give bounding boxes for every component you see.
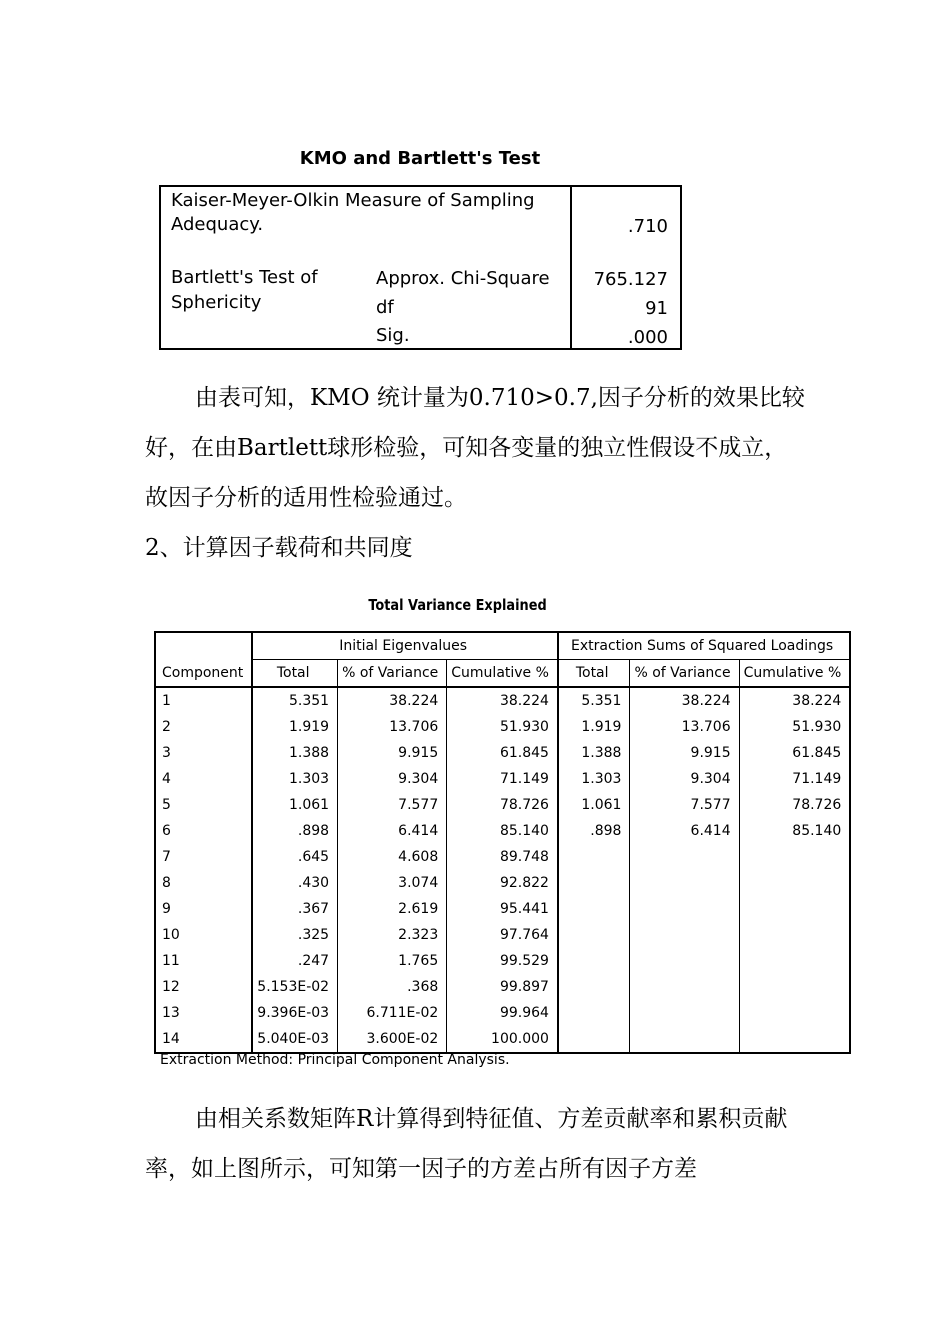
component-cell: 1 [155, 687, 252, 714]
col-initial-cum: Cumulative % [447, 660, 558, 688]
sig-label: Sig. [376, 325, 410, 346]
value-cell: .898 [558, 818, 630, 844]
value-cell: 71.149 [447, 766, 558, 792]
table-row [155, 896, 850, 922]
value-cell: 78.726 [447, 792, 558, 818]
value-cell [630, 1000, 739, 1026]
col-initial-total: Total [252, 660, 337, 688]
component-cell: 12 [155, 974, 252, 1000]
value-cell: .430 [297, 875, 330, 891]
value-cell: 97.764 [447, 922, 558, 948]
value-cell: 1.919 [288, 719, 330, 735]
table-row [155, 714, 850, 740]
component-cell: 13 [155, 1000, 252, 1026]
section-heading [145, 523, 810, 573]
component-cell: 3 [155, 740, 252, 766]
component-cell: 2 [155, 714, 252, 740]
value-cell: 9.304 [630, 766, 739, 792]
value-cell [558, 1000, 630, 1026]
value-cell: 5.351 [558, 687, 630, 714]
value-cell [630, 1026, 739, 1053]
value-cell [739, 870, 850, 896]
heading2-text: 2、计算因子载荷和共同度 [145, 535, 413, 561]
value-cell: 1.388 [558, 740, 630, 766]
value-cell: 2.619 [338, 896, 447, 922]
value-cell: 71.149 [739, 766, 850, 792]
value-cell: 1.765 [338, 948, 447, 974]
value-cell [739, 1026, 850, 1053]
value-cell [739, 896, 850, 922]
value-cell: .325 [297, 927, 330, 943]
paragraph1-text: 由表可知，KMO 统计量为0.710>0.7,因子分析的效果比较好，在由Bartlett球形检验，可知各变量的独立性假设不成立，故因子分析的适用性检验通过。 [145, 385, 805, 511]
value-cell: 85.140 [739, 818, 850, 844]
value-cell: 9.304 [338, 766, 447, 792]
kmo-label-line1: Kaiser-Meyer-Olkin Measure of Sampling [171, 190, 535, 211]
value-cell: .898 [297, 823, 330, 839]
value-cell [558, 844, 630, 870]
value-cell: 4.608 [338, 844, 447, 870]
value-cell: 2.323 [338, 922, 447, 948]
value-cell: 13.706 [630, 714, 739, 740]
value-cell: 38.224 [338, 687, 447, 714]
table-row [155, 870, 850, 896]
value-cell: 99.897 [447, 974, 558, 1000]
value-cell: 51.930 [447, 714, 558, 740]
bartlett-label-line2: Sphericity [171, 292, 262, 313]
value-cell: 9.396E-03 [257, 1005, 330, 1021]
table-row [155, 766, 850, 792]
value-cell [558, 948, 630, 974]
value-cell: 6.711E-02 [338, 1000, 447, 1026]
value-cell: 78.726 [739, 792, 850, 818]
table-row [155, 687, 850, 714]
value-cell [558, 870, 630, 896]
kmo-label-line2: Adequacy. [171, 214, 264, 235]
component-cell: 11 [155, 948, 252, 974]
component-cell: 14 [155, 1026, 252, 1053]
value-cell [739, 844, 850, 870]
value-cell: 5.351 [288, 693, 330, 709]
value-cell: 99.964 [447, 1000, 558, 1026]
value-cell: 1.388 [288, 745, 330, 761]
variance-header-row-2 [155, 660, 850, 688]
table-row [155, 740, 850, 766]
value-cell [630, 922, 739, 948]
col-extraction-pct: % of Variance [630, 660, 739, 688]
sig-value: .000 [627, 327, 668, 348]
col-component: Component [155, 660, 252, 688]
value-cell: 61.845 [447, 740, 558, 766]
value-cell [558, 896, 630, 922]
df-label: df [376, 297, 394, 318]
value-cell: 100.000 [447, 1026, 558, 1053]
col-extraction-cum: Cumulative % [739, 660, 850, 688]
table-row [155, 818, 850, 844]
component-cell: 4 [155, 766, 252, 792]
component-cell: 7 [155, 844, 252, 870]
value-cell: .247 [297, 953, 330, 969]
component-cell: 6 [155, 818, 252, 844]
value-cell: 13.706 [338, 714, 447, 740]
value-cell [630, 870, 739, 896]
value-cell: 1.919 [558, 714, 630, 740]
value-cell [739, 974, 850, 1000]
chi-square-value: 765.127 [593, 269, 668, 290]
value-cell: 89.748 [447, 844, 558, 870]
variance-table-title: Total Variance Explained [368, 596, 547, 614]
group-initial-eigenvalues: Initial Eigenvalues [252, 632, 558, 660]
paragraph-eigenvalue-explanation [145, 1094, 810, 1194]
value-cell [630, 896, 739, 922]
component-cell: 8 [155, 870, 252, 896]
value-cell: 38.224 [630, 687, 739, 714]
value-cell: 99.529 [447, 948, 558, 974]
value-cell: 95.441 [447, 896, 558, 922]
col-initial-pct: % of Variance [338, 660, 447, 688]
value-cell: 3.600E-02 [338, 1026, 447, 1053]
paragraph2-text: 由相关系数矩阵R计算得到特征值、方差贡献率和累积贡献率，如上图所示，可知第一因子的方差占所有因子方差 [145, 1106, 788, 1182]
value-cell: 7.577 [630, 792, 739, 818]
variance-table-body [155, 687, 850, 1053]
value-cell: 6.414 [338, 818, 447, 844]
col-extraction-total: Total [558, 660, 630, 688]
value-cell: 5.040E-03 [257, 1031, 330, 1047]
value-cell: 5.153E-02 [257, 979, 330, 995]
value-cell: .367 [297, 901, 330, 917]
table-row [155, 1026, 850, 1053]
value-cell [630, 844, 739, 870]
value-cell: 51.930 [739, 714, 850, 740]
value-cell: 1.303 [288, 771, 330, 787]
variance-header-row-1 [155, 632, 850, 660]
table-row [155, 948, 850, 974]
value-cell: 3.074 [338, 870, 447, 896]
table-row [155, 1000, 850, 1026]
value-cell: 61.845 [739, 740, 850, 766]
table-row [155, 922, 850, 948]
value-cell [739, 1000, 850, 1026]
value-cell [630, 974, 739, 1000]
value-cell: 1.061 [288, 797, 330, 813]
value-cell: 9.915 [338, 740, 447, 766]
kmo-value: .710 [627, 216, 668, 237]
value-cell [558, 1026, 630, 1053]
value-cell: .645 [297, 849, 330, 865]
value-cell: 92.822 [447, 870, 558, 896]
table-row [155, 974, 850, 1000]
component-cell: 10 [155, 922, 252, 948]
value-cell: 9.915 [630, 740, 739, 766]
bartlett-label-line1: Bartlett's Test of [171, 267, 318, 288]
component-cell: 5 [155, 792, 252, 818]
df-value: 91 [645, 298, 668, 319]
variance-table-footnote: Extraction Method: Principal Component Analysis. [160, 1052, 510, 1068]
value-cell: 38.224 [447, 687, 558, 714]
value-cell: 1.303 [558, 766, 630, 792]
value-cell [558, 922, 630, 948]
value-cell [739, 922, 850, 948]
value-cell: 7.577 [338, 792, 447, 818]
value-cell: 1.061 [558, 792, 630, 818]
table-row [155, 844, 850, 870]
value-cell: .368 [338, 974, 447, 1000]
value-cell [630, 948, 739, 974]
value-cell: 38.224 [739, 687, 850, 714]
value-cell [739, 948, 850, 974]
component-cell: 9 [155, 896, 252, 922]
table-row [155, 792, 850, 818]
paragraph-kmo-explanation [145, 373, 810, 523]
value-cell [558, 974, 630, 1000]
variance-table [154, 631, 851, 1054]
value-cell: 85.140 [447, 818, 558, 844]
chi-square-label: Approx. Chi-Square [376, 268, 550, 289]
kmo-table-title: KMO and Bartlett's Test [299, 148, 541, 169]
kmo-table [159, 185, 682, 350]
group-extraction-sums: Extraction Sums of Squared Loadings [558, 632, 850, 660]
kmo-divider [570, 187, 572, 348]
value-cell: 6.414 [630, 818, 739, 844]
